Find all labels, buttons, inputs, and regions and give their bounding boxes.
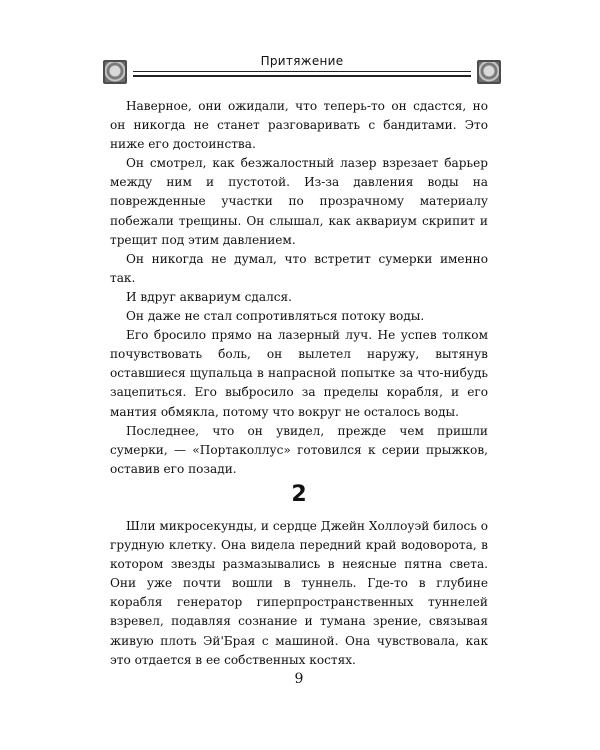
page-number: 9 [294,671,304,687]
paragraph: Он смотрел, как безжалостный лазер взрезает барьер между ним и пустотой. Из-за давления воды на поврежденные участки по прозрачному материалу побежали трещины. Он слышал, как аквариум скрипит и трещит под этим давлением. [110,156,488,247]
paragraph: Шли микросекунды, и сердце Джейн Холлоуэй билось о грудную клетку. Она видела передний край водоворота, в котором звезды размазывались в неясные пятна света. Они уже почти вошли в туннель. Где-то в глубине корабля генератор гиперпространственных туннелей взревел, подавляя сознание и тумана зрение, связывая живую плоть Эй'Брая с машиной. Она чувствовала, как это отдается в ее собственных костях. [110,519,488,667]
header-rule [133,75,471,77]
section-1-text [110,97,488,479]
paragraph: И вдруг аквариум сдался. [126,289,292,304]
paragraph: Последнее, что он увидел, прежде чем пришли сумерки, — «Портаколлус» готовился к серии прыжков, оставив его позади. [110,423,488,476]
chapter-number: 2 [291,482,307,507]
paragraph: Он никогда не думал, что встретит сумерки именно так. [110,251,488,285]
paragraph: Он даже не стал сопротивляться потоку воды. [126,309,425,324]
header-rule [133,71,471,72]
section-2-text [110,517,488,670]
running-header [103,54,501,88]
ornament-emblem-icon [477,60,501,84]
running-title: Притяжение [260,54,344,68]
paragraph: Его бросило прямо на лазерный луч. Не успев толком почувствовать боль, он вылетел наружу, вытянув оставшиеся щупальца в напрасной попытке за что-нибудь зацепиться. Его выбросило за пределы корабля, и его мантия обмякла, потому что вокруг не осталось воды. [110,328,488,419]
paragraph: Наверное, они ожидали, что теперь-то он сдастся, но он никогда не станет разговаривать с бандитами. Это ниже его достоинства. [110,99,488,152]
